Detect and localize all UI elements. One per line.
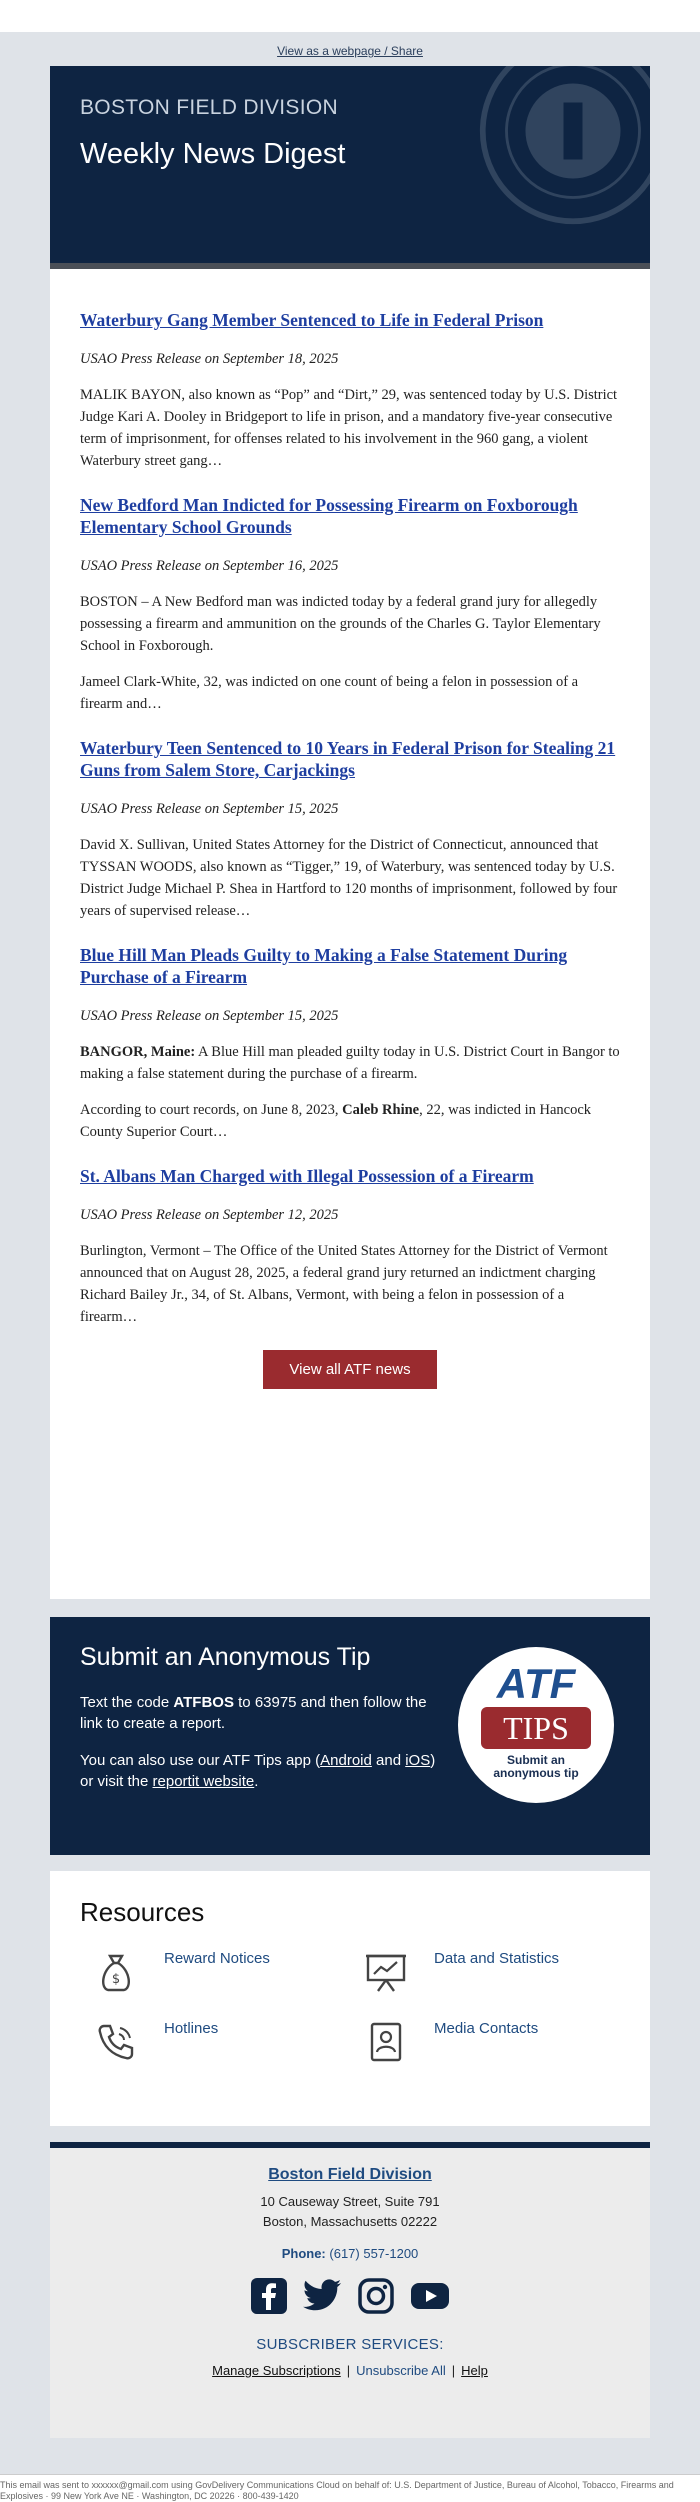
help-link[interactable]: Help [461,2363,488,2378]
article-summary: Burlington, Vermont – The Office of the United States Attorney for the District of Vermont announced that on August 28, 2025, a federal grand jury returned an indictment charging Richard Bailey Jr., 34, of St. Albans, Vermont, with being a felon in possession of a firearm… [80,1243,608,1325]
subscriber-links: Manage Subscriptions | Unsubscribe All | Help [212,2363,488,2378]
resources-grid [80,1950,620,2110]
social-icons [50,2277,650,2320]
article [80,309,620,472]
view-as-webpage-link[interactable]: View as a webpage / Share [277,44,423,58]
article-summary: David X. Sullivan, United States Attorney for the District of Connecticut, announced that TYSSAN WOODS, also known as “Tigger,” 19, of Waterbury, was sentenced today by U.S. District Judge Michael P. Shea in Hartford to 120 months of imprisonment, followed by four years of supervised release… [80,837,618,919]
money-bag-icon [94,1950,138,1994]
footer-org-link[interactable]: Boston Field Division [268,2166,432,2183]
footer-phone: Phone: (617) 557-1200 [281,2246,419,2261]
unsubscribe-all-link[interactable]: Unsubscribe All [356,2363,446,2378]
atf-seal-icon [478,66,650,226]
svg-text:$: $ [111,1972,121,1987]
contact-badge-icon [364,2020,408,2064]
email-card [50,66,650,2438]
article-summary: BOSTON – A New Bedford man was indicted today by a federal grand jury for allegedly possessing a firearm and ammunition on the grounds of the Charles G. Taylor Elementary School in Foxborough. [80,594,601,654]
dateline: BANGOR, Maine: [80,1044,196,1060]
article-meta: USAO Press Release on September 15, 2025 [80,1008,339,1024]
header-banner [50,66,650,269]
article-title-link[interactable]: New Bedford Man Indicted for Possessing Firearm on Foxborough Elementary School Grounds [80,495,578,537]
resource-data-statistics[interactable]: Data and Statistics [350,1950,610,2010]
article-meta: USAO Press Release on September 12, 2025 [80,1207,339,1223]
tip-text-code: Text the code ATFBOS to 63975 and then follow the link to create a report. [80,1694,427,1732]
email-disclaimer: This email was sent to xxxxxx@gmail.com using GovDelivery Communications Cloud on behalf of: U.S. Department of Justice, Bureau of Alcohol, Tobacco, Firearms and Explosives · 99 New York Ave NE · Washington, DC 20226 · 800-439-1420 [0,2474,700,2502]
tip-title: Submit an Anonymous Tip [80,1643,371,1671]
top-link-bar [0,40,700,66]
article [80,737,620,922]
footer [50,2142,650,2438]
article-summary: According to court records, on June 8, 2023, Caleb Rhine, 22, was indicted in Hancock County Superior Court… [80,1102,592,1140]
email-background [0,32,700,2474]
article [80,494,620,715]
atf-tips-logo[interactable]: ATF TIPS Submit an anonymous tip [458,1647,614,1803]
article-summary: Jameel Clark-White, 32, was indicted on one count of being a felon in possession of a firearm and… [80,674,579,712]
resources-title: Resources [80,1897,205,1927]
article-title-link[interactable]: Waterbury Gang Member Sentenced to Life in Federal Prison [80,310,544,330]
manage-subscriptions-link[interactable]: Manage Subscriptions [212,2363,341,2378]
article [80,944,620,1143]
youtube-icon[interactable] [410,2281,450,2316]
phone-link[interactable]: (617) 557-1200 [329,2246,419,2261]
resource-hotlines[interactable]: Hotlines [80,2020,340,2080]
news-section [50,269,650,1599]
anonymous-tip-section [50,1617,650,1855]
reportit-website-link[interactable]: reportit website [152,1773,255,1790]
article-summary: BANGOR, Maine: A Blue Hill man pleaded guilty today in U.S. District Court in Bangor to making a false statement during the purchase of a firearm. [80,1044,620,1082]
presentation-chart-icon [364,1950,408,1994]
twitter-icon[interactable] [303,2279,343,2318]
article-title-link[interactable]: St. Albans Man Charged with Illegal Possession of a Firearm [80,1166,534,1186]
article-title-link[interactable]: Blue Hill Man Pleads Guilty to Making a False Statement During Purchase of a Firearm [80,945,568,987]
article-meta: USAO Press Release on September 15, 2025 [80,801,339,817]
resource-media-contacts[interactable]: Media Contacts [350,2020,610,2080]
resource-reward-notices[interactable]: $ Reward Notices [80,1950,340,2010]
article-title-link[interactable]: Waterbury Teen Sentenced to 10 Years in Federal Prison for Stealing 21 Guns from Salem Store, Carjackings [80,738,616,780]
header-subtitle: BOSTON FIELD DIVISION [80,96,338,119]
footer-address: 10 Causeway Street, Suite 791 Boston, Massachusetts 02222 [260,2194,440,2229]
header-title: Weekly News Digest [80,138,346,170]
facebook-icon[interactable] [250,2277,288,2320]
ios-link[interactable]: iOS [405,1752,431,1769]
tip-text-app: You can also use our ATF Tips app (Android and iOS) or visit the reportit website. [80,1752,436,1790]
article [80,1165,620,1328]
resources-section [50,1871,650,2126]
phone-icon [94,2020,138,2064]
article-meta: USAO Press Release on September 16, 2025 [80,558,339,574]
article-summary: MALIK BAYON, also known as “Pop” and “Dirt,” 29, was sentenced today by U.S. District Judge Kari A. Dooley in Bridgeport to life in prison, and a mandatory five-year consecutive term of imprisonment, for offenses related to his involvement in the 960 gang, a violent Waterbury street gang… [80,387,618,469]
article-meta: USAO Press Release on September 18, 2025 [80,351,339,367]
view-all-news-button[interactable]: View all ATF news [263,1350,436,1389]
subscriber-services-label: SUBSCRIBER SERVICES: [256,2336,444,2353]
view-all-wrap [80,1350,620,1389]
android-link[interactable]: Android [320,1752,372,1769]
instagram-icon[interactable] [357,2277,395,2320]
